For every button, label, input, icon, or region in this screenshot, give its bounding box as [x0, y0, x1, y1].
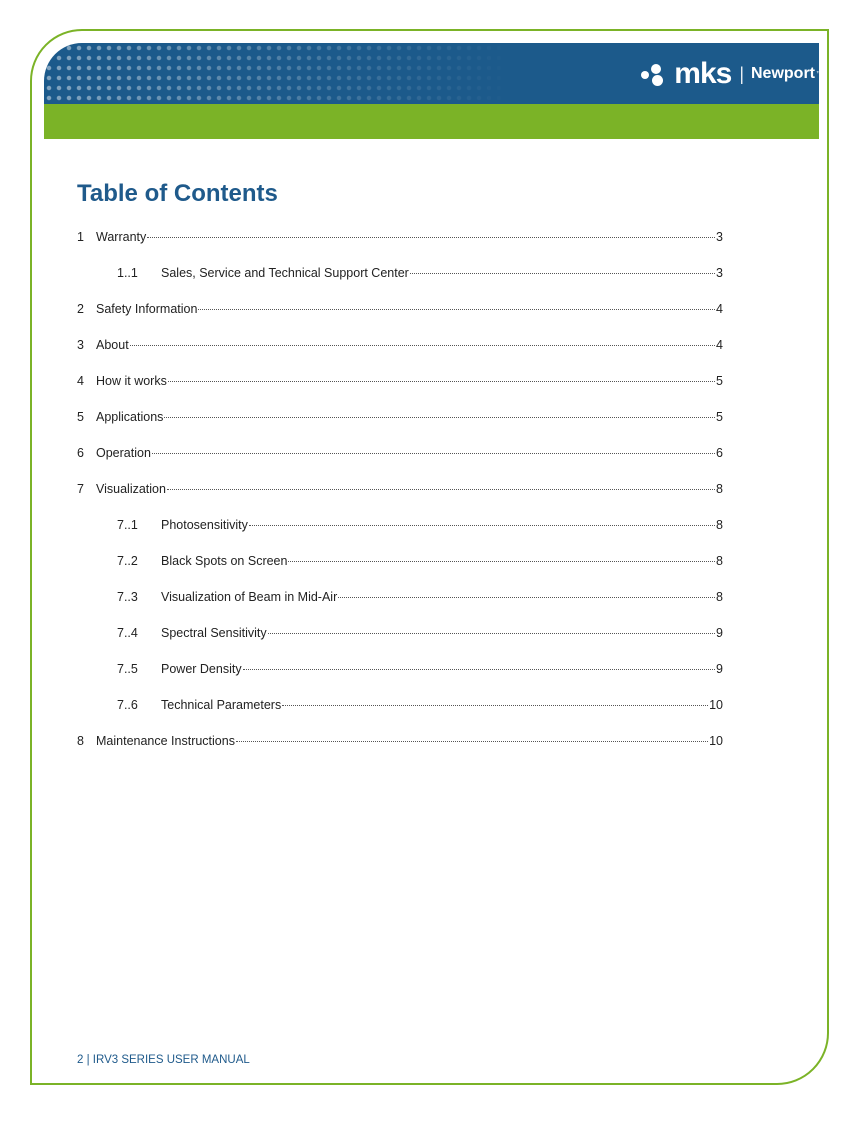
- toc-entry-page: 4: [716, 302, 723, 316]
- accent-band: [44, 104, 819, 139]
- toc-dot-leader: [249, 525, 715, 526]
- toc-entry-page: 8: [716, 518, 723, 532]
- toc-entry-number: 4: [77, 374, 84, 388]
- toc-entry-label: Technical Parameters: [161, 698, 282, 712]
- toc-entry-page: 10: [709, 734, 723, 748]
- toc-entry[interactable]: [77, 446, 723, 466]
- toc-entry-number: 8: [77, 734, 84, 748]
- toc-entry-label: Photosensitivity: [161, 518, 248, 532]
- toc-dot-leader: [198, 309, 715, 310]
- toc-entry-number: 7..2: [117, 554, 138, 568]
- toc-dot-leader: [268, 633, 715, 634]
- logo-brand: mks: [674, 57, 732, 90]
- toc-entry-number: 1: [77, 230, 84, 244]
- toc-entry[interactable]: [77, 230, 723, 250]
- toc-entry-number: 2: [77, 302, 84, 316]
- toc-entry[interactable]: [77, 482, 723, 502]
- toc-entry[interactable]: [117, 518, 723, 538]
- toc-entry-label: Warranty: [96, 230, 147, 244]
- logo-separator: |: [739, 63, 744, 84]
- toc-entry-label: Maintenance Instructions: [96, 734, 235, 748]
- toc-entry-number: 1..1: [117, 266, 138, 280]
- page-title: Table of Contents: [77, 180, 278, 207]
- toc-entry-label: Spectral Sensitivity: [161, 626, 267, 640]
- toc-entry-page: 6: [716, 446, 723, 460]
- toc-entry[interactable]: [77, 302, 723, 322]
- toc-entry-number: 5: [77, 410, 84, 424]
- toc-entry-page: 8: [716, 554, 723, 568]
- toc-dot-leader: [130, 345, 715, 346]
- toc-entry[interactable]: [117, 698, 723, 718]
- logo-brand-newport: Newport: [751, 65, 815, 82]
- toc-entry[interactable]: [117, 590, 723, 610]
- toc-entry-number: 6: [77, 446, 84, 460]
- toc-entry-page: 9: [716, 626, 723, 640]
- toc-entry-label: Power Density: [161, 662, 242, 676]
- toc-entry-label: Safety Information: [96, 302, 198, 316]
- toc-entry-page: 4: [716, 338, 723, 352]
- toc-entry[interactable]: [77, 374, 723, 394]
- toc-entry-number: 7..3: [117, 590, 138, 604]
- toc-entry-label: Applications: [96, 410, 164, 424]
- toc-entry-label: Visualization of Beam in Mid-Air: [161, 590, 338, 604]
- toc-entry[interactable]: [77, 410, 723, 430]
- toc-entry[interactable]: [117, 662, 723, 682]
- toc-dot-leader: [410, 273, 715, 274]
- toc-entry[interactable]: [117, 266, 723, 286]
- toc-entry-page: 8: [716, 482, 723, 496]
- toc-entry-label: Sales, Service and Technical Support Center: [161, 266, 409, 280]
- toc-entry[interactable]: [117, 626, 723, 646]
- toc-entry-number: 7..4: [117, 626, 138, 640]
- mks-dot-cluster-icon: [641, 61, 671, 87]
- toc-dot-leader: [152, 453, 715, 454]
- toc-entry-page: 8: [716, 590, 723, 604]
- toc-dot-leader: [164, 417, 715, 418]
- toc-entry-page: 9: [716, 662, 723, 676]
- toc-entry-number: 7: [77, 482, 84, 496]
- toc-entry-label: How it works: [96, 374, 167, 388]
- toc-entry[interactable]: [117, 554, 723, 574]
- toc-dot-leader: [147, 237, 715, 238]
- toc-entry-page: 5: [716, 374, 723, 388]
- toc-dot-leader: [243, 669, 715, 670]
- toc-dot-leader: [282, 705, 708, 706]
- toc-entry-page: 5: [716, 410, 723, 424]
- toc-entry-number: 7..5: [117, 662, 138, 676]
- logo-trademark: ™: [816, 71, 822, 77]
- toc-entry[interactable]: [77, 734, 723, 754]
- toc-entry[interactable]: [77, 338, 723, 358]
- page-footer: 2 | IRV3 SERIES USER MANUAL: [77, 1054, 250, 1066]
- toc-entry-label: Black Spots on Screen: [161, 554, 288, 568]
- toc-entry-number: 3: [77, 338, 84, 352]
- toc-dot-leader: [167, 489, 715, 490]
- toc-entry-number: 7..1: [117, 518, 138, 532]
- toc-entry-label: Visualization: [96, 482, 166, 496]
- toc-dot-leader: [168, 381, 715, 382]
- toc-entry-label: Operation: [96, 446, 151, 460]
- toc-entry-page: 10: [709, 698, 723, 712]
- toc-entry-page: 3: [716, 230, 723, 244]
- toc-dot-leader: [338, 597, 715, 598]
- toc-entry-number: 7..6: [117, 698, 138, 712]
- toc-entry-label: About: [96, 338, 129, 352]
- toc-entry-page: 3: [716, 266, 723, 280]
- toc-dot-leader: [288, 561, 715, 562]
- toc-dot-leader: [236, 741, 708, 742]
- dot-pattern: [44, 43, 514, 104]
- company-logo: [641, 56, 822, 92]
